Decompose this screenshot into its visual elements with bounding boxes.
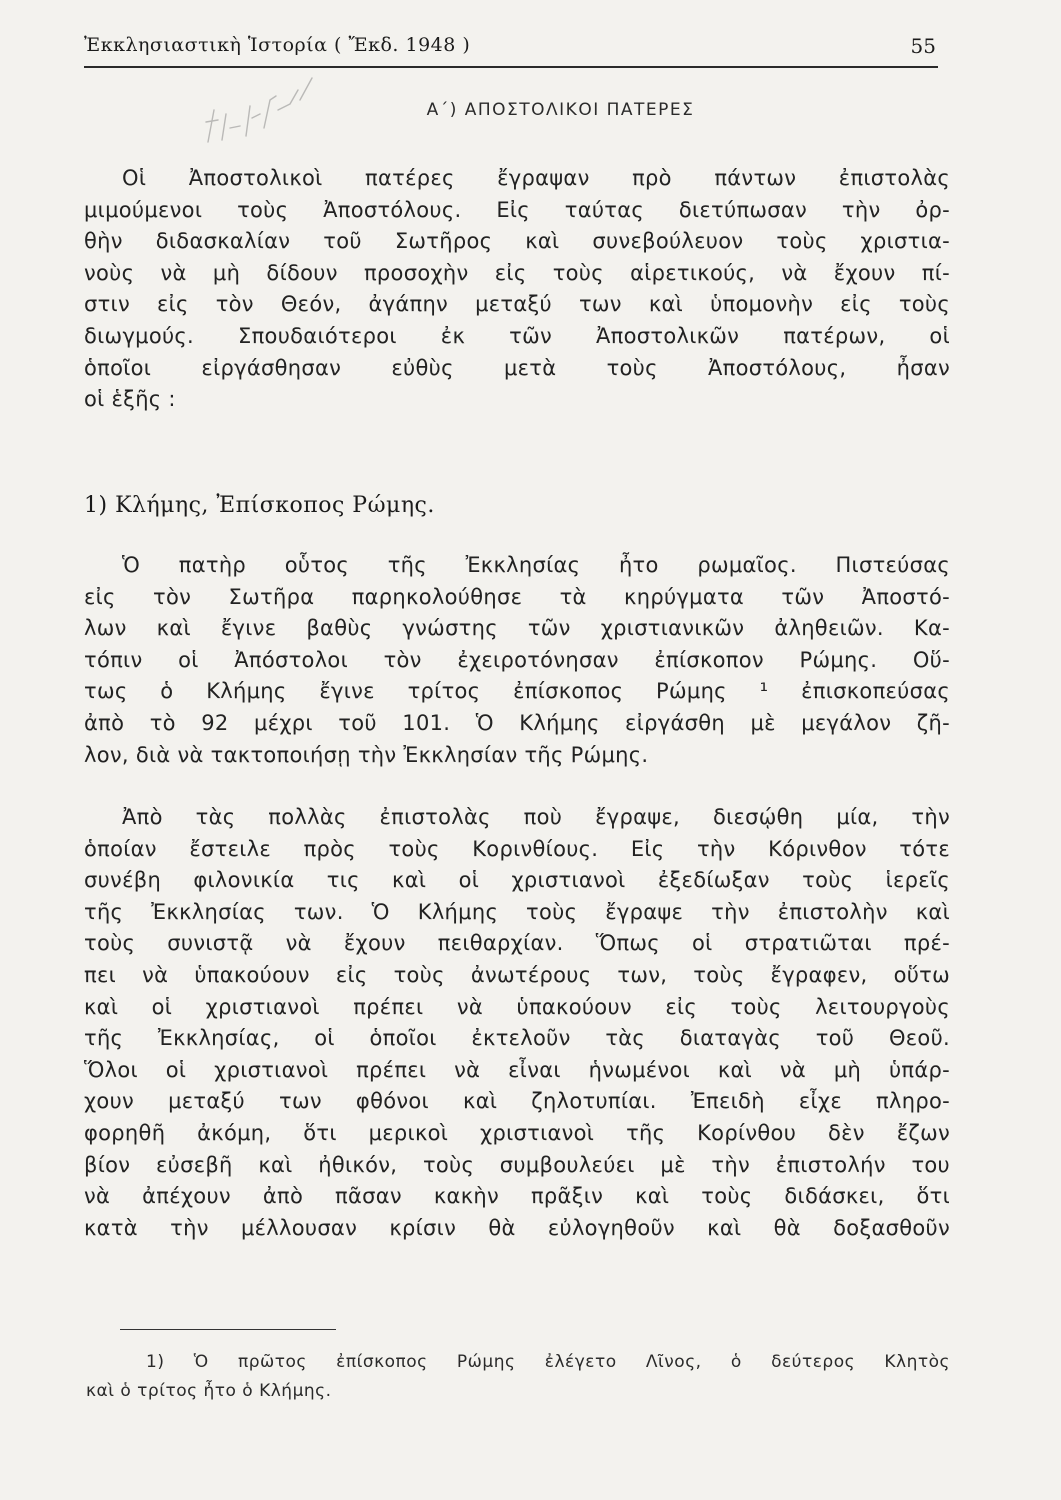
text-line: φορηθῆ ἀκόμη, ὅτι μερικοὶ χριστιανοὶ τῆς Κορίνθου δὲν ἔζων xyxy=(84,1120,950,1145)
text-line: καὶ οἱ χριστιανοὶ πρέπει νὰ ὑπακούουν εἰς τοὺς λειτουργοὺς xyxy=(84,994,950,1019)
text-line: θὴν διδασκαλίαν τοῦ Σωτῆρος καὶ συνεβούλευον τοὺς χριστια- xyxy=(84,229,950,254)
text-line: στιν εἰς τὸν Θεόν, ἀγάπην μεταξύ των καὶ ὑπομονὴν εἰς τοὺς xyxy=(84,292,950,317)
section-heading: Α΄) ΑΠΟΣΤΟΛΙΚΟΙ ΠΑΤΕΡΕΣ xyxy=(426,100,695,120)
text-line: βίον εὐσεβῆ καὶ ἠθικόν, τοὺς συμβουλεύει μὲ τὴν ἐπιστολήν του xyxy=(84,1152,950,1177)
text-line: Ὅλοι οἱ χριστιανοὶ πρέπει νὰ εἶναι ἡνωμένοι καὶ νὰ μὴ ὑπάρ- xyxy=(84,1057,950,1082)
footnote-divider xyxy=(120,1329,336,1330)
text-line: λων καὶ ἔγινε βαθὺς γνώστης τῶν χριστιανικῶν ἀληθειῶν. Κα- xyxy=(84,616,950,641)
footnote-line: 1) Ὁ πρῶτος ἐπίσκοπος Ρώμης ἐλέγετο Λῖνος, ὁ δεύτερος Κλητὸς xyxy=(146,1352,950,1372)
text-line: τῆς Ἐκκλησίας των. Ὁ Κλήμης τοὺς ἔγραψε τὴν ἐπιστολὴν καὶ xyxy=(84,899,950,924)
running-title: Ἐκκλησιαστικὴ Ἱστορία ( Ἔκδ. 1948 ) xyxy=(84,34,471,56)
text-line: λον, διὰ νὰ τακτοποιήσῃ τὴν Ἐκκλησίαν τῆς Ρώμης. xyxy=(84,742,649,767)
text-line: Ὁ πατὴρ οὗτος τῆς Ἐκκλησίας ἦτο ρωμαῖος. Πιστεύσας xyxy=(122,553,950,577)
subheading-clement: 1) Κλήμης, Ἐπίσκοπος Ρώμης. xyxy=(84,493,435,518)
text-line: μιμούμενοι τοὺς Ἀποστόλους. Εἰς ταύτας διετύπωσαν τὴν ὀρ- xyxy=(84,197,950,222)
text-line: τως ὁ Κλήμης ἔγινε τρίτος ἐπίσκοπος Ρώμης ¹ ἐπισκοπεύσας xyxy=(84,679,950,704)
text-line: ὁποῖοι εἰργάσθησαν εὐθὺς μετὰ τοὺς Ἀποστόλους, ἦσαν xyxy=(84,355,950,380)
text-line: Ἀπὸ τὰς πολλὰς ἐπιστολὰς ποὺ ἔγραψε, διεσῴθη μία, τὴν xyxy=(122,805,950,829)
text-line: κατὰ τὴν μέλλουσαν κρίσιν θὰ εὐλογηθοῦν καὶ θὰ δοξασθοῦν xyxy=(84,1215,950,1240)
text-line: νὰ ἀπέχουν ἀπὸ πᾶσαν κακὴν πρᾶξιν καὶ τοὺς διδάσκει, ὅτι xyxy=(84,1184,950,1209)
text-line: Οἱ Ἀποστολικοὶ πατέρες ἔγραψαν πρὸ πάντων ἐπιστολὰς xyxy=(122,166,950,190)
text-line: συνέβη φιλονικία τις καὶ οἱ χριστιανοὶ ἐξεδίωξαν τοὺς ἱερεῖς xyxy=(84,868,950,893)
text-line: τόπιν οἱ Ἀπόστολοι τὸν ἐχειροτόνησαν ἐπίσκοπον Ρώμης. Οὕ- xyxy=(84,647,950,672)
text-line: πει νὰ ὑπακούουν εἰς τοὺς ἀνωτέρους των, τοὺς ἔγραφεν, οὕτω xyxy=(84,962,950,987)
text-line: εἰς τὸν Σωτῆρα παρηκολούθησε τὰ κηρύγματα τῶν Ἀποστό- xyxy=(84,584,950,609)
paragraph-clement-biography xyxy=(84,550,950,771)
running-header xyxy=(84,30,938,68)
paragraph-apostolic-fathers xyxy=(84,163,950,416)
text-line: νοὺς νὰ μὴ δίδουν προσοχὴν εἰς τοὺς αἱρετικούς, νὰ ἔχουν πί- xyxy=(84,260,950,285)
text-line: τοὺς συνιστᾷ νὰ ἔχουν πειθαρχίαν. Ὅπως οἱ στρατιῶται πρέ- xyxy=(84,931,950,956)
page-number: 55 xyxy=(910,34,936,58)
footnote xyxy=(86,1348,950,1406)
paragraph-clement-epistle xyxy=(84,802,950,1244)
text-line: οἱ ἑξῆς : xyxy=(84,387,176,412)
footnote-line: καὶ ὁ τρίτος ἦτο ὁ Κλήμης. xyxy=(86,1381,332,1401)
text-line: χουν μεταξύ των φθόνοι καὶ ζηλοτυπίαι. Ἐπειδὴ εἶχε πληρο- xyxy=(84,1089,950,1114)
text-line: διωγμούς. Σπουδαιότεροι ἐκ τῶν Ἀποστολικῶν πατέρων, οἱ xyxy=(84,323,950,348)
text-line: ὁποίαν ἔστειλε πρὸς τοὺς Κορινθίους. Εἰς τὴν Κόρινθον τότε xyxy=(84,836,950,861)
text-line: ἀπὸ τὸ 92 μέχρι τοῦ 101. Ὁ Κλήμης εἰργάσθη μὲ μεγάλον ζῆ- xyxy=(84,710,950,735)
text-line: τῆς Ἐκκλησίας, οἱ ὁποῖοι ἐκτελοῦν τὰς διαταγὰς τοῦ Θεοῦ. xyxy=(84,1026,950,1051)
